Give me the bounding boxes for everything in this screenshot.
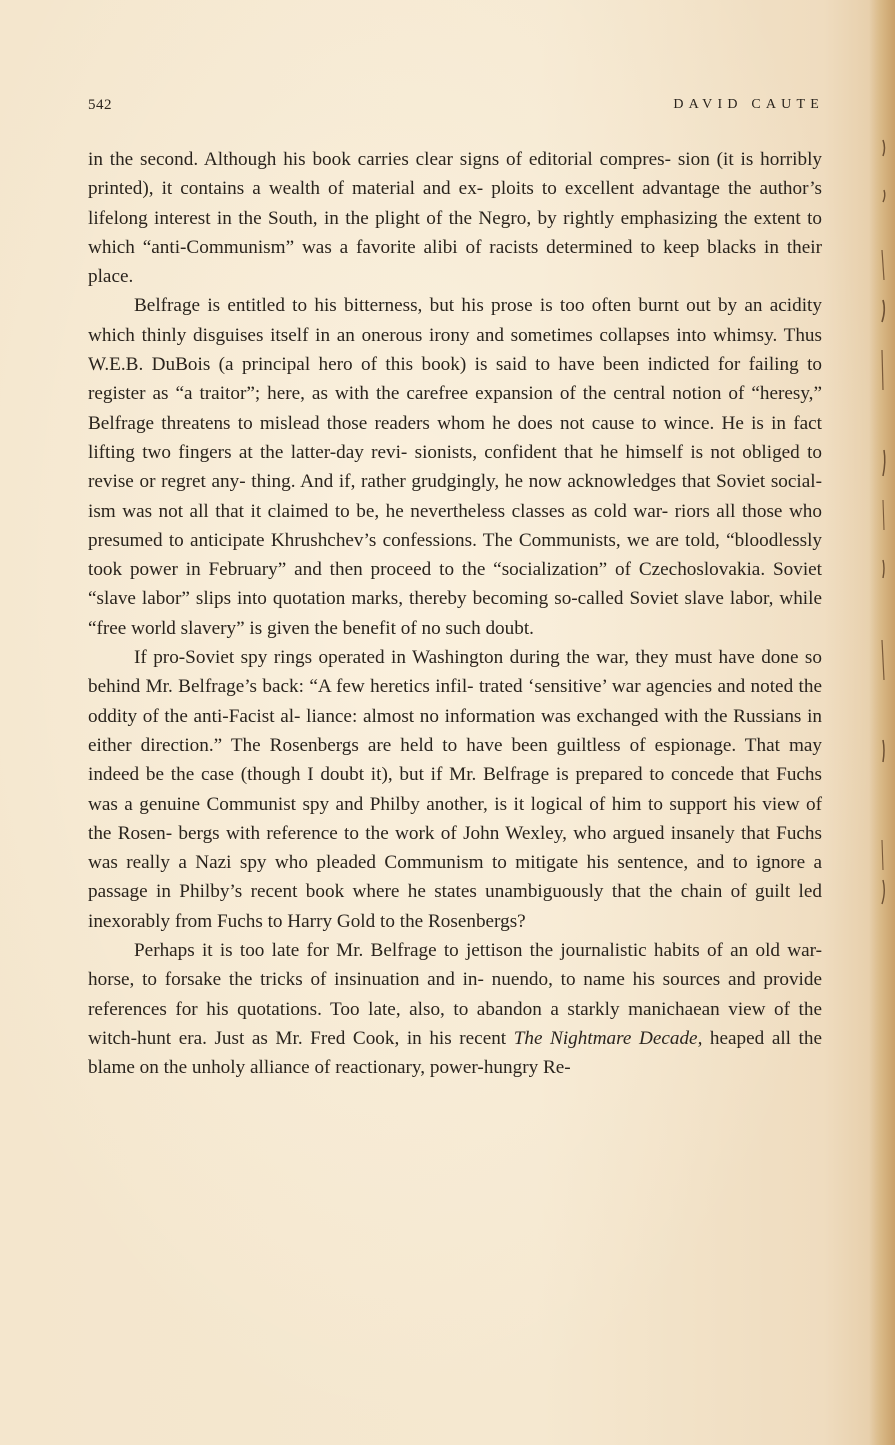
- running-head: [88, 97, 824, 119]
- paragraph-4-text-after: heaped all the blame on the unholy alliance of reactionary, power-hungry Re-: [88, 1027, 823, 1079]
- paragraph-4: [88, 936, 822, 1082]
- paragraph-1-text: in the second. Although his book carries clear signs of editorial compres- sion (it is horribly printed), it contains a wealth of material and ex- ploits to excellent advantage the author’s lifelong interest in the South, in the plight of the Negro, by rightly emphasizing the extent to which “anti-Communism” was a favorite alibi of racists determined to keep blacks in their place.: [88, 149, 822, 288]
- page-number: 542: [88, 97, 112, 113]
- paragraph-4-text-before: Perhaps it is too late for Mr. Belfrage to jettison the journalistic habits of an old war-horse, to forsake the tricks of insinuation and in- nuendo, to name his sources and provide references for his quotations. Too late, also, to abandon a starkly manichaean view of the witch-hunt era. Just as Mr. Fred Cook, in his recent: [88, 940, 822, 1049]
- book-title-italic: The Nightmare Decade,: [513, 1027, 703, 1049]
- paragraph-3-text: If pro-Soviet spy rings operated in Washington during the war, they must have done so behind Mr. Belfrage’s back: “A few heretics infil- trated ‘sensitive’ war agencies and noted the oddity of the anti-Facist al- liance: almost no information was exchanged with the Russians in either direction.” The Rosenbergs are held to have been guiltless of espionage. That may indeed be the case (though I doubt it), but if Mr. Belfrage is prepared to concede that Fuchs was a genuine Communist spy and Philby another, is it logical of him to support his view of the Rosen- bergs with reference to the work of John Wexley, who argued insanely that Fuchs was really a Nazi spy who pleaded Communism to mitigate his sentence, and to ignore a passage in Philby’s recent book where he states unambiguously that the chain of guilt led inexorably from Fuchs to Harry Gold to the Rosenbergs?: [88, 647, 822, 932]
- paragraph-2: [88, 291, 822, 643]
- body-text: [88, 145, 822, 1083]
- paragraph-3: [88, 643, 822, 936]
- running-title: DAVID CAUTE: [673, 97, 824, 112]
- paragraph-2-text: Belfrage is entitled to his bitterness, but his prose is too often burnt out by an acidity which thinly disguises itself in an onerous irony and sometimes collapses into whimsy. Thus W.E.B. DuBois (a principal hero of this book) is said to have been indicted for failing to register as “a traitor”; here, as with the carefree expansion of the central notion of “heresy,” Belfrage threatens to mislead those readers whom he does not cause to wince. He is in fact lifting two fingers at the latter-day revi- sionists, confident that he himself is not obliged to revise or regret any- thing. And if, rather grudgingly, he now acknowledges that Soviet social- ism was not all that it claimed to be, he nevertheless classes as cold war- riors all those who presumed to anticipate Khrushchev’s confessions. The Communists, we are told, “bloodlessly took power in February” and then proceed to the “socialization” of Czechoslovakia. Soviet “slave labor” slips into quotation marks, thereby becoming so-called Soviet slave labor, while “free world slavery” is given the benefit of no such doubt.: [88, 295, 822, 639]
- paragraph-1: [88, 145, 822, 291]
- binding-edge-marks: [875, 0, 889, 1445]
